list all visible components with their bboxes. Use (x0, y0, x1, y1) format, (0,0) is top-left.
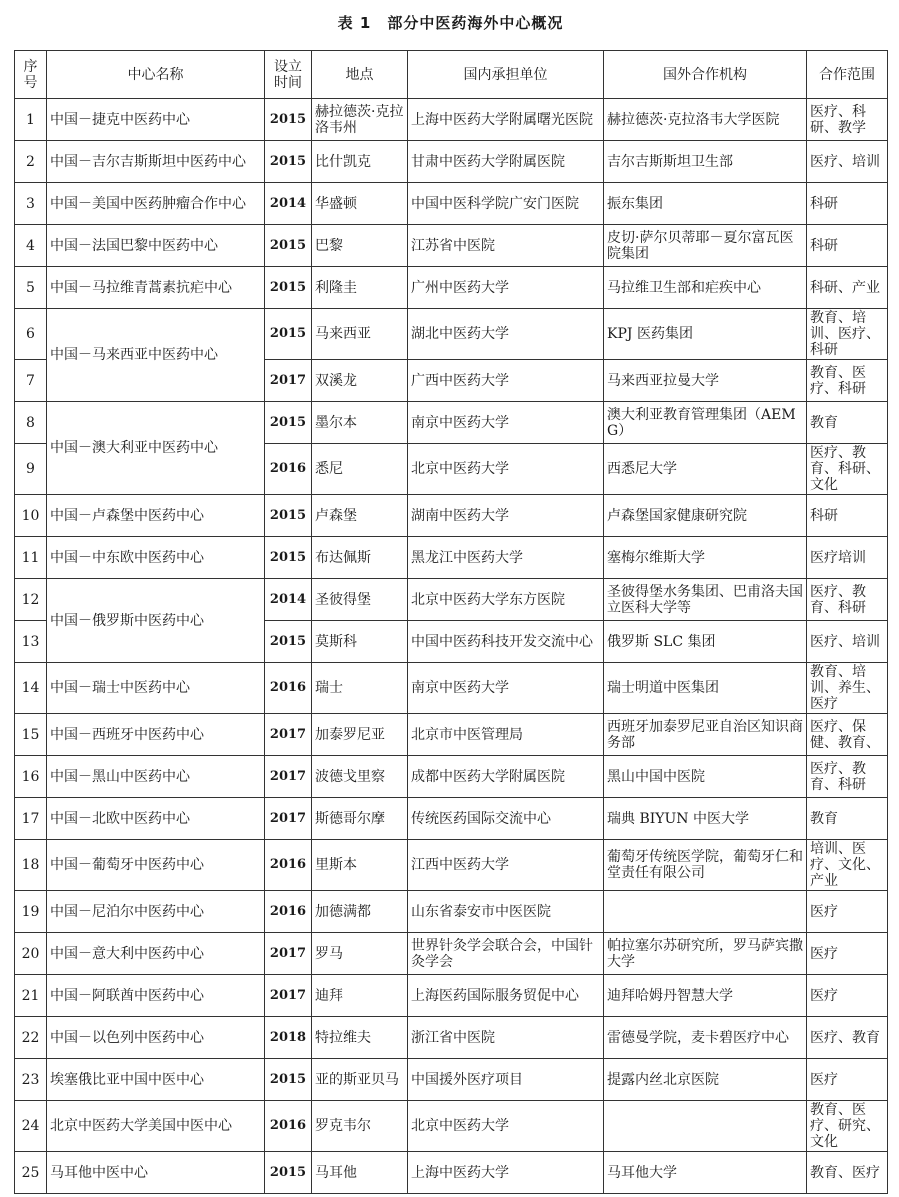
cell-domestic-unit: 上海医药国际服务贸促中心 (408, 975, 604, 1017)
cell-domestic-unit: 成都中医药大学附属医院 (408, 756, 604, 798)
cell-center-name: 中国－卢森堡中医药中心 (47, 495, 265, 537)
cell-center-name: 中国－黑山中医药中心 (47, 756, 265, 798)
cell-place: 卢森堡 (312, 495, 408, 537)
cell-no: 25 (15, 1152, 47, 1194)
cell-scope: 医疗 (807, 975, 888, 1017)
cell-domestic-unit: 上海中医药大学 (408, 1152, 604, 1194)
cell-year: 2017 (265, 360, 312, 402)
cell-place: 巴黎 (312, 225, 408, 267)
cell-year: 2016 (265, 444, 312, 495)
cell-year: 2017 (265, 798, 312, 840)
table-row (15, 840, 888, 891)
cell-place: 加德满都 (312, 891, 408, 933)
table-row (15, 714, 888, 756)
cell-no: 21 (15, 975, 47, 1017)
cell-no: 20 (15, 933, 47, 975)
header-domestic: 国内承担单位 (408, 51, 604, 99)
cell-year: 2016 (265, 840, 312, 891)
cell-place: 华盛顿 (312, 183, 408, 225)
cell-year: 2018 (265, 1017, 312, 1059)
cell-center-name: 中国－捷克中医药中心 (47, 99, 265, 141)
cell-no: 11 (15, 537, 47, 579)
cell-place: 比什凯克 (312, 141, 408, 183)
cell-no: 10 (15, 495, 47, 537)
cell-domestic-unit: 湖南中医药大学 (408, 495, 604, 537)
table-row (15, 1152, 888, 1194)
cell-no: 2 (15, 141, 47, 183)
cell-year: 2016 (265, 1101, 312, 1152)
cell-foreign-partner (604, 1101, 807, 1152)
cell-no: 22 (15, 1017, 47, 1059)
cell-scope: 教育、培训、养生、医疗 (807, 663, 888, 714)
cell-place: 双溪龙 (312, 360, 408, 402)
cell-scope: 医疗、教育 (807, 1017, 888, 1059)
cell-foreign-partner: 吉尔吉斯斯坦卫生部 (604, 141, 807, 183)
cell-center-name: 中国－美国中医药肿瘤合作中心 (47, 183, 265, 225)
cell-foreign-partner: 马拉维卫生部和疟疾中心 (604, 267, 807, 309)
cell-domestic-unit: 中国中医药科技开发交流中心 (408, 621, 604, 663)
cell-center-name: 中国－意大利中医药中心 (47, 933, 265, 975)
cell-year: 2015 (265, 99, 312, 141)
cell-center-name: 中国－中东欧中医药中心 (47, 537, 265, 579)
header-foreign: 国外合作机构 (604, 51, 807, 99)
table-row (15, 309, 888, 360)
cell-year: 2015 (265, 1059, 312, 1101)
table-row (15, 537, 888, 579)
cell-scope: 医疗 (807, 1059, 888, 1101)
cell-center-name: 中国－马拉维青蒿素抗疟中心 (47, 267, 265, 309)
cell-no: 3 (15, 183, 47, 225)
cell-place: 马来西亚 (312, 309, 408, 360)
cell-no: 1 (15, 99, 47, 141)
cell-place: 墨尔本 (312, 402, 408, 444)
cell-no: 16 (15, 756, 47, 798)
cell-scope: 医疗 (807, 891, 888, 933)
cell-no: 23 (15, 1059, 47, 1101)
header-place: 地点 (312, 51, 408, 99)
cell-foreign-partner: 雷德曼学院，麦卡碧医疗中心 (604, 1017, 807, 1059)
cell-year: 2015 (265, 225, 312, 267)
cell-domestic-unit: 传统医药国际交流中心 (408, 798, 604, 840)
cell-scope: 医疗、培训 (807, 141, 888, 183)
cell-domestic-unit: 世界针灸学会联合会，中国针灸学会 (408, 933, 604, 975)
table-row (15, 933, 888, 975)
cell-scope: 培训、医疗、文化、产业 (807, 840, 888, 891)
cell-place: 加泰罗尼亚 (312, 714, 408, 756)
table-row (15, 402, 888, 444)
cell-year: 2014 (265, 579, 312, 621)
cell-domestic-unit: 黑龙江中医药大学 (408, 537, 604, 579)
table-body (15, 99, 888, 1194)
cell-no: 14 (15, 663, 47, 714)
cell-place: 赫拉德茨·克拉洛韦州 (312, 99, 408, 141)
cell-place: 瑞士 (312, 663, 408, 714)
cell-domestic-unit: 湖北中医药大学 (408, 309, 604, 360)
cell-domestic-unit: 甘肃中医药大学附属医院 (408, 141, 604, 183)
cell-year: 2016 (265, 663, 312, 714)
cell-foreign-partner: 皮切·萨尔贝蒂耶－夏尔富瓦医院集团 (604, 225, 807, 267)
cell-foreign-partner: 马耳他大学 (604, 1152, 807, 1194)
cell-foreign-partner: 西班牙加泰罗尼亚自治区知识商务部 (604, 714, 807, 756)
cell-place: 罗克韦尔 (312, 1101, 408, 1152)
cell-scope: 教育 (807, 402, 888, 444)
cell-foreign-partner: 瑞典 BIYUN 中医大学 (604, 798, 807, 840)
cell-center-name: 中国－吉尔吉斯斯坦中医药中心 (47, 141, 265, 183)
table-row (15, 891, 888, 933)
cell-domestic-unit: 北京中医药大学东方医院 (408, 579, 604, 621)
cell-scope: 科研 (807, 183, 888, 225)
cell-no: 18 (15, 840, 47, 891)
cell-scope: 医疗、教育、科研 (807, 756, 888, 798)
cell-scope: 教育、医疗、研究、文化 (807, 1101, 888, 1152)
cell-center-name: 中国－葡萄牙中医药中心 (47, 840, 265, 891)
cell-foreign-partner: 黑山中国中医院 (604, 756, 807, 798)
cell-year: 2016 (265, 891, 312, 933)
cell-foreign-partner: 卢森堡国家健康研究院 (604, 495, 807, 537)
cell-domestic-unit: 江西中医药大学 (408, 840, 604, 891)
cell-foreign-partner: 马来西亚拉曼大学 (604, 360, 807, 402)
cell-place: 悉尼 (312, 444, 408, 495)
cell-place: 里斯本 (312, 840, 408, 891)
cell-scope: 医疗、保健、教育、 (807, 714, 888, 756)
header-year: 设立时间 (265, 51, 312, 99)
cell-domestic-unit: 浙江省中医院 (408, 1017, 604, 1059)
table-row (15, 267, 888, 309)
table-row (15, 99, 888, 141)
cell-scope: 医疗、培训 (807, 621, 888, 663)
cell-foreign-partner: 赫拉德茨·克拉洛韦大学医院 (604, 99, 807, 141)
cell-no: 4 (15, 225, 47, 267)
cell-center-name: 中国－以色列中医药中心 (47, 1017, 265, 1059)
cell-place: 利隆圭 (312, 267, 408, 309)
cell-year: 2017 (265, 714, 312, 756)
cell-year: 2015 (265, 537, 312, 579)
cell-foreign-partner: 塞梅尔维斯大学 (604, 537, 807, 579)
cell-scope: 医疗 (807, 933, 888, 975)
cell-center-name: 中国－尼泊尔中医药中心 (47, 891, 265, 933)
cell-center-name: 北京中医药大学美国中医中心 (47, 1101, 265, 1152)
table-row (15, 756, 888, 798)
cell-scope: 医疗、教育、科研、文化 (807, 444, 888, 495)
cell-place: 布达佩斯 (312, 537, 408, 579)
cell-center-name: 马耳他中医中心 (47, 1152, 265, 1194)
cell-center-name: 中国－马来西亚中医药中心 (47, 309, 265, 402)
cell-year: 2015 (265, 267, 312, 309)
cell-center-name: 中国－西班牙中医药中心 (47, 714, 265, 756)
table-row (15, 225, 888, 267)
cell-foreign-partner: 西悉尼大学 (604, 444, 807, 495)
cell-domestic-unit: 江苏省中医院 (408, 225, 604, 267)
table-caption: 表 1 部分中医药海外中心概况 (337, 14, 564, 32)
cell-scope: 教育、医疗、科研 (807, 360, 888, 402)
table-row (15, 141, 888, 183)
cell-foreign-partner: 俄罗斯 SLC 集团 (604, 621, 807, 663)
cell-scope: 科研、产业 (807, 267, 888, 309)
cell-no: 7 (15, 360, 47, 402)
cell-domestic-unit: 山东省泰安市中医医院 (408, 891, 604, 933)
cell-no: 8 (15, 402, 47, 444)
cell-domestic-unit: 上海中医药大学附属曙光医院 (408, 99, 604, 141)
cell-year: 2015 (265, 1152, 312, 1194)
cell-year: 2015 (265, 141, 312, 183)
cell-year: 2014 (265, 183, 312, 225)
cell-scope: 医疗培训 (807, 537, 888, 579)
cell-foreign-partner: 葡萄牙传统医学院，葡萄牙仁和堂责任有限公司 (604, 840, 807, 891)
cell-place: 莫斯科 (312, 621, 408, 663)
cell-foreign-partner: 瑞士明道中医集团 (604, 663, 807, 714)
cell-place: 迪拜 (312, 975, 408, 1017)
cell-place: 特拉维夫 (312, 1017, 408, 1059)
cell-no: 17 (15, 798, 47, 840)
table-row (15, 1017, 888, 1059)
cell-no: 9 (15, 444, 47, 495)
cell-year: 2017 (265, 975, 312, 1017)
cell-scope: 医疗、科研、教学 (807, 99, 888, 141)
cell-year: 2015 (265, 495, 312, 537)
cell-foreign-partner: 圣彼得堡水务集团、巴甫洛夫国立医科大学等 (604, 579, 807, 621)
table-row (15, 663, 888, 714)
cell-center-name: 中国－北欧中医药中心 (47, 798, 265, 840)
cell-center-name: 埃塞俄比亚中国中医中心 (47, 1059, 265, 1101)
cell-domestic-unit: 中国中医科学院广安门医院 (408, 183, 604, 225)
cell-year: 2015 (265, 402, 312, 444)
cell-no: 6 (15, 309, 47, 360)
cell-foreign-partner: 振东集团 (604, 183, 807, 225)
cell-foreign-partner: 澳大利亚教育管理集团（AEMG） (604, 402, 807, 444)
table-row (15, 183, 888, 225)
cell-foreign-partner: 迪拜哈姆丹智慧大学 (604, 975, 807, 1017)
cell-center-name: 中国－俄罗斯中医药中心 (47, 579, 265, 663)
cell-center-name: 中国－阿联酋中医药中心 (47, 975, 265, 1017)
cell-center-name: 中国－瑞士中医药中心 (47, 663, 265, 714)
cell-center-name: 中国－法国巴黎中医药中心 (47, 225, 265, 267)
cell-foreign-partner: KPJ 医药集团 (604, 309, 807, 360)
cell-domestic-unit: 北京中医药大学 (408, 444, 604, 495)
cell-year: 2015 (265, 309, 312, 360)
cell-center-name: 中国－澳大利亚中医药中心 (47, 402, 265, 495)
cell-no: 5 (15, 267, 47, 309)
cell-scope: 科研 (807, 225, 888, 267)
cell-scope: 科研 (807, 495, 888, 537)
cell-no: 13 (15, 621, 47, 663)
cell-foreign-partner: 帕拉塞尔苏研究所，罗马萨宾撒大学 (604, 933, 807, 975)
cell-year: 2015 (265, 621, 312, 663)
cell-domestic-unit: 南京中医药大学 (408, 402, 604, 444)
cell-domestic-unit: 广西中医药大学 (408, 360, 604, 402)
cell-domestic-unit: 北京中医药大学 (408, 1101, 604, 1152)
table-row (15, 975, 888, 1017)
cell-foreign-partner: 提露内丝北京医院 (604, 1059, 807, 1101)
cell-no: 12 (15, 579, 47, 621)
cell-place: 圣彼得堡 (312, 579, 408, 621)
table-row (15, 1059, 888, 1101)
cell-domestic-unit: 中国援外医疗项目 (408, 1059, 604, 1101)
header-scope: 合作范围 (807, 51, 888, 99)
cell-year: 2017 (265, 933, 312, 975)
cell-scope: 教育、医疗 (807, 1152, 888, 1194)
table-row (15, 798, 888, 840)
cell-place: 斯德哥尔摩 (312, 798, 408, 840)
cell-no: 15 (15, 714, 47, 756)
cell-year: 2017 (265, 756, 312, 798)
cell-no: 24 (15, 1101, 47, 1152)
cell-place: 波德戈里察 (312, 756, 408, 798)
header-name: 中心名称 (47, 51, 265, 99)
cell-place: 亚的斯亚贝马 (312, 1059, 408, 1101)
cell-domestic-unit: 北京市中医管理局 (408, 714, 604, 756)
cell-scope: 教育 (807, 798, 888, 840)
table-row (15, 495, 888, 537)
header-row (15, 51, 888, 99)
cell-no: 19 (15, 891, 47, 933)
table-row (15, 1101, 888, 1152)
cell-domestic-unit: 广州中医药大学 (408, 267, 604, 309)
header-no: 序号 (15, 51, 47, 99)
cell-scope: 教育、培训、医疗、科研 (807, 309, 888, 360)
cell-scope: 医疗、教育、科研 (807, 579, 888, 621)
overseas-centers-table (14, 50, 888, 1194)
cell-foreign-partner (604, 891, 807, 933)
cell-place: 马耳他 (312, 1152, 408, 1194)
cell-place: 罗马 (312, 933, 408, 975)
cell-domestic-unit: 南京中医药大学 (408, 663, 604, 714)
table-row (15, 579, 888, 621)
